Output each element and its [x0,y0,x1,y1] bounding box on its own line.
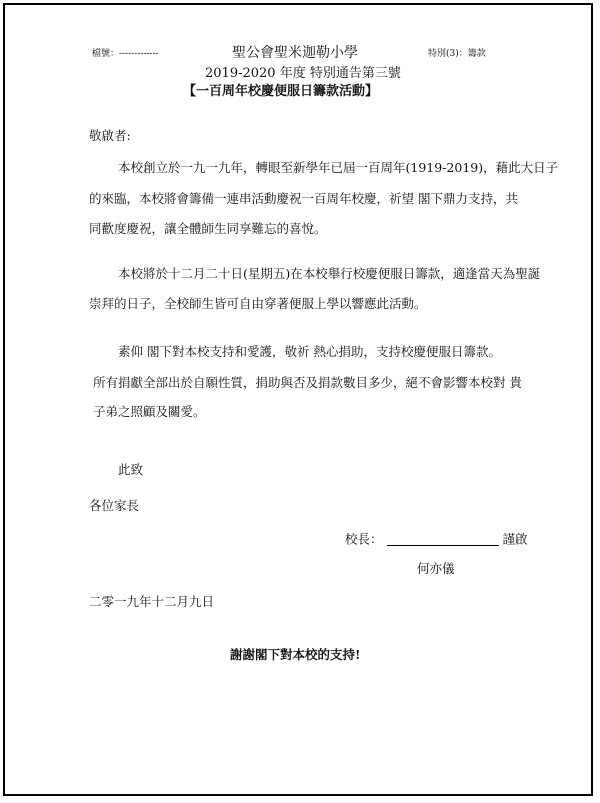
principal-name: 何亦儀 [417,561,455,576]
file-number-label: 檔號： [92,49,120,59]
file-number-value: ------------- [119,49,159,59]
principal-suffix: 謹啟 [502,531,528,547]
para2-line1: 本校將於十二月二十日(星期五)在本校舉行校慶便服日籌款，適逢當天為聖誕 [118,266,541,281]
school-name: 聖公會聖米迦勒小學 [232,45,358,61]
letter-date: 二零一九年十二月九日 [89,594,215,609]
file-number [92,46,159,59]
para3-line3: 子弟之照顧及關愛。 [93,404,206,419]
page-border [3,3,593,796]
notice-title: 2019-2020 年度 特別通告第三號 [205,66,401,81]
salutation: 敬啟者: [89,128,131,143]
para1-line3: 同歡度慶祝，讓全體師生同享難忘的喜悅。 [89,221,327,236]
closing: 此致 [118,462,144,477]
principal-label: 校長： [345,531,383,547]
para3-line2: 所有捐獻全部出於自願性質，捐助與否及捐款數目多少，絕不會影響本校對 貴 [93,375,522,390]
signature-line [387,533,499,546]
special-tag-value: 籌款 [467,49,486,59]
thanks-note: 謝謝閣下對本校的支持! [230,647,361,662]
principal-signature [345,533,528,546]
activity-title: 【一百周年校慶便服日籌款活動】 [183,84,379,99]
recipient: 各位家長 [89,498,140,513]
para3-line1: 素仰 閣下對本校支持和愛護，敬祈 熱心捐助，支持校慶便服日籌款。 [118,344,501,359]
para2-line2: 崇拜的日子，全校師生皆可自由穿著便服上學以響應此活動。 [89,296,427,311]
para1-line1: 本校創立於一九一九年，轉眼至新學年已屆一百周年(1919-2019)，藉此大日子 [118,160,559,175]
special-tag [428,46,486,59]
special-tag-label: 特別(3)： [428,49,468,59]
para1-line2: 的來臨，本校將會籌備一連串活動慶祝一百周年校慶，祈望 閣下鼎力支持，共 [89,191,518,206]
